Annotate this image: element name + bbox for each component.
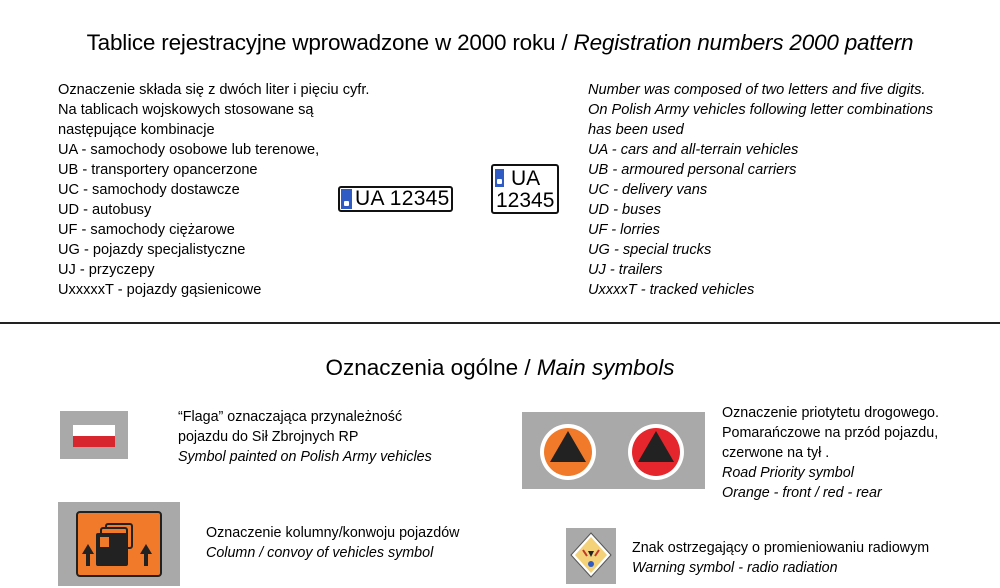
eu-band-icon [341, 189, 352, 209]
en-line: UF - lorries [588, 222, 660, 238]
en-line: UA - cars and all-terrain vehicles [588, 142, 799, 158]
en-line: UB - armoured personal carriers [588, 162, 797, 178]
en-line: UG - special trucks [588, 242, 712, 258]
pl-line: UJ - przyczepy [58, 262, 155, 278]
pl-line: UD - autobusy [58, 202, 152, 218]
flag-symbol-panel [60, 411, 128, 459]
convoy-symbol-panel [58, 502, 180, 586]
priority-en-line: Road Priority symbol [722, 465, 854, 481]
flag-line: pojazdu do Sił Zbrojnych RP [178, 429, 359, 445]
priority-symbol-text [722, 403, 939, 503]
flag-line: “Flaga” oznaczająca przynależność [178, 409, 403, 425]
pl-line: Oznaczenie składa się z dwóch liter i pięciu cyfr. [58, 82, 370, 98]
flag-symbol-text [178, 407, 432, 467]
en-line: UD - buses [588, 202, 661, 218]
en-line: Number was composed of two letters and five digits. [588, 82, 926, 98]
convoy-line: Oznaczenie kolumny/konwoju pojazdów [206, 525, 460, 541]
priority-symbols-graphic [522, 412, 705, 489]
radiation-line: Znak ostrzegający o promieniowaniu radiowym [632, 540, 930, 556]
priority-en-line: Orange - front / red - rear [722, 485, 882, 501]
section1-title-en: Registration numbers 2000 pattern [573, 30, 914, 55]
priority-line: czerwone na tył . [722, 445, 830, 461]
registration-pl-list [58, 80, 369, 300]
pl-line: następujące kombinacje [58, 122, 215, 138]
priority-red-icon [628, 424, 684, 480]
plate-long-text: UA 12345 [355, 187, 450, 210]
radiation-symbol-text [632, 538, 929, 578]
pl-line: UxxxxxT - pojazdy gąsienicowe [58, 282, 262, 298]
registration-en-list [588, 80, 933, 300]
radiation-en: Warning symbol - radio radiation [632, 560, 838, 576]
section1-title-pl: Tablice rejestracyjne wprowadzone w 2000 roku / [86, 30, 574, 55]
en-line: has been used [588, 122, 684, 138]
convoy-icon [58, 502, 180, 586]
convoy-symbol-text [206, 523, 460, 563]
pl-line: UG - pojazdy specjalistyczne [58, 242, 246, 258]
pl-line: UA - samochody osobowe lub terenowe, [58, 142, 320, 158]
pl-line: Na tablicach wojskowych stosowane są [58, 102, 314, 118]
polish-flag-icon [60, 411, 128, 459]
radiation-warning-icon [566, 528, 616, 584]
flag-en: Symbol painted on Polish Army vehicles [178, 449, 432, 465]
pl-line: UC - samochody dostawcze [58, 182, 240, 198]
en-line: UC - delivery vans [588, 182, 708, 198]
plate-square-line1: UA [511, 167, 541, 190]
priority-symbol-panel [522, 412, 705, 489]
plate-square-line2: 12345 [496, 189, 555, 212]
eu-band-icon [495, 169, 504, 187]
en-line: On Polish Army vehicles following letter combinations [588, 102, 933, 118]
pl-line: UB - transportery opancerzone [58, 162, 258, 178]
license-plate-long [338, 186, 453, 212]
section1-title [0, 30, 1000, 56]
priority-line: Oznaczenie priotytetu drogowego. [722, 405, 939, 421]
convoy-en: Column / convoy of vehicles symbol [206, 545, 434, 561]
en-line: UxxxxT - tracked vehicles [588, 282, 755, 298]
section2-title-pl: Oznaczenia ogólne / [325, 355, 537, 380]
priority-orange-icon [540, 424, 596, 480]
pl-line: UF - samochody ciężarowe [58, 222, 235, 238]
license-plate-square [491, 164, 559, 214]
section-divider [0, 322, 1000, 324]
radiation-symbol-panel [566, 528, 616, 584]
en-line: UJ - trailers [588, 262, 663, 278]
priority-line: Pomarańczowe na przód pojazdu, [722, 425, 939, 441]
section2-title-en: Main symbols [536, 355, 675, 380]
section2-title [0, 355, 1000, 381]
